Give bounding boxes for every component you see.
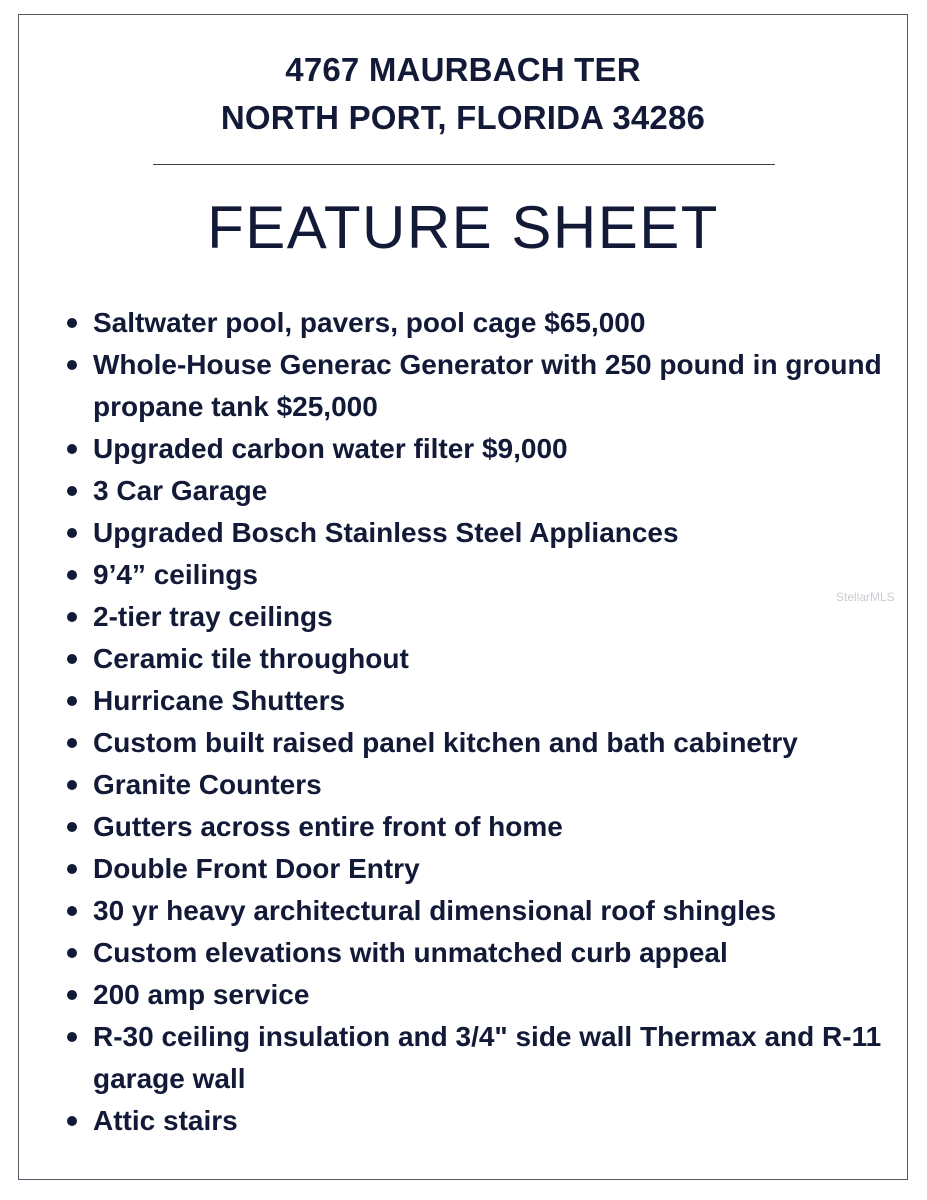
feature-text: Custom built raised panel kitchen and bath cabinetry	[93, 727, 798, 758]
bullet-icon	[67, 486, 77, 496]
feature-item	[93, 428, 893, 470]
feature-text: Granite Counters	[93, 769, 322, 800]
feature-item	[93, 1016, 893, 1100]
feature-item	[93, 806, 893, 848]
bullet-icon	[67, 612, 77, 622]
bullet-icon	[67, 528, 77, 538]
feature-item	[93, 344, 893, 428]
header-divider	[153, 164, 775, 165]
bullet-icon	[67, 318, 77, 328]
feature-text: Custom elevations with unmatched curb appeal	[93, 937, 728, 968]
feature-item	[93, 932, 893, 974]
bullet-icon	[67, 1032, 77, 1042]
feature-text: 9’4” ceilings	[93, 559, 258, 590]
feature-item	[93, 302, 893, 344]
feature-item	[93, 596, 893, 638]
bullet-icon	[67, 570, 77, 580]
feature-text: Gutters across entire front of home	[93, 811, 563, 842]
address-line-1: 4767 MAURBACH TER	[285, 51, 641, 88]
feature-text: Ceramic tile throughout	[93, 643, 409, 674]
feature-text: R-30 ceiling insulation and 3/4" side wall Thermax and R-11 garage wall	[93, 1021, 882, 1094]
feature-text: Upgraded Bosch Stainless Steel Appliances	[93, 517, 679, 548]
page-title: FEATURE SHEET	[207, 194, 719, 261]
feature-list	[93, 302, 893, 1142]
feature-text: Whole-House Generac Generator with 250 pound in ground propane tank $25,000	[93, 349, 882, 422]
feature-item	[93, 638, 893, 680]
bullet-icon	[67, 780, 77, 790]
feature-item	[93, 722, 893, 764]
feature-text: 30 yr heavy architectural dimensional roof shingles	[93, 895, 777, 926]
bullet-icon	[67, 948, 77, 958]
bullet-icon	[67, 360, 77, 370]
feature-item	[93, 554, 893, 596]
bullet-icon	[67, 822, 77, 832]
bullet-icon	[67, 906, 77, 916]
feature-item	[93, 890, 893, 932]
feature-item	[93, 974, 893, 1016]
feature-item	[93, 680, 893, 722]
feature-item	[93, 764, 893, 806]
feature-text: Hurricane Shutters	[93, 685, 346, 716]
bullet-icon	[67, 864, 77, 874]
feature-item	[93, 1100, 893, 1142]
watermark-logo: StellarMLS	[836, 590, 895, 604]
address-line-2: NORTH PORT, FLORIDA 34286	[220, 99, 706, 136]
bullet-icon	[67, 990, 77, 1000]
feature-text: Upgraded carbon water filter $9,000	[93, 433, 568, 464]
bullet-icon	[67, 654, 77, 664]
feature-text: Double Front Door Entry	[93, 853, 420, 884]
feature-text: Attic stairs	[93, 1105, 238, 1136]
bullet-icon	[67, 696, 77, 706]
bullet-icon	[67, 738, 77, 748]
feature-text: 2-tier tray ceilings	[93, 601, 333, 632]
feature-item	[93, 470, 893, 512]
feature-text: 3 Car Garage	[93, 475, 268, 506]
feature-text: Saltwater pool, pavers, pool cage $65,000	[93, 307, 646, 338]
feature-text: 200 amp service	[93, 979, 310, 1010]
bullet-icon	[67, 1116, 77, 1126]
feature-item	[93, 512, 893, 554]
feature-item	[93, 848, 893, 890]
bullet-icon	[67, 444, 77, 454]
feature-sheet-document	[18, 14, 908, 1180]
